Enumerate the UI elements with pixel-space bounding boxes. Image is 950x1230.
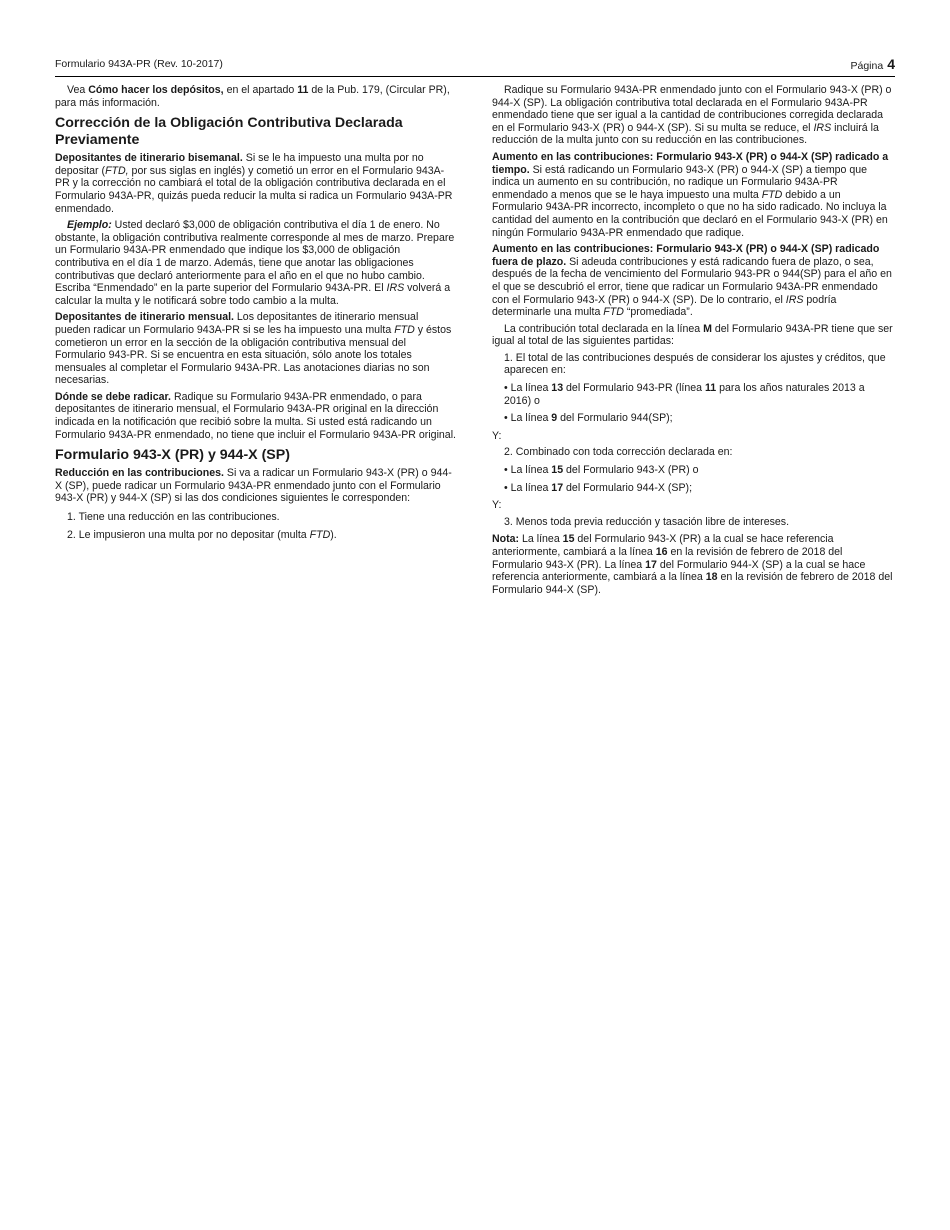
list-item: 2. Combinado con toda corrección declarada en:: [504, 446, 733, 459]
paragraph-example: Ejemplo: Usted declaró $3,000 de obligación contributiva el día 1 de enero. No obstante, la obligación contributiva realmente corresponde al mes de marzo. Prepare un Formulario 943A-PR enmendado que indique los $3,000 de obligación contributiva en el día 1 de marzo. Además, tiene que anotar las obligaciones contributivas que declaró anteriormente para el año en el que no hubo cambio. Escriba “Enmendado” en la parte superior del Formulario 943A-PR. El IRS volverá a calcular la multa y le notificará sobre todo cambio a la multa.: [55, 219, 455, 307]
left-column: [55, 84, 456, 546]
paragraph-deposits-reference: Vea Cómo hacer los depósitos, en el apartado 11 de la Pub. 179, (Circular PR), para más información.: [55, 84, 450, 109]
list-item: 1. El total de las contribuciones después de considerar los ajustes y créditos, que aparecen en:: [504, 351, 886, 377]
paragraph-where-to-file: Dónde se debe radicar. Radique su Formulario 943A-PR enmendado, o para depositantes de itinerario mensual, el Formulario 943A-PR original en la dirección indicada en la notificación que recibió sobre la multa. Si usted está radicando un Formulario 943A-PR enmendado, no tiene que incluir el Formulario 943A-PR original.: [55, 390, 457, 441]
bullet-item: • La línea 17 del Formulario 944-X (SP);: [504, 481, 693, 494]
section-heading-forms: Formulario 943-X (PR) y 944-X (SP): [55, 447, 290, 464]
page-number-label: Página 4: [850, 56, 895, 72]
paragraph-semiweekly: Depositantes de itinerario bisemanal. Si se le ha impuesto una multa por no depositar (FTD, por sus siglas en inglés) y cometió un error en el Formulario 943A-PR y la corrección no cambiará el total de la obligación contributiva declarada en el Formulario 943A-PR, quizás pueda reducir la multa si radica un Formulario 943A-PR enmendado.: [55, 152, 453, 215]
conjunction-y: Y:: [492, 499, 502, 512]
bullet-item: • La línea 13 del Formulario 943-PR (línea 11 para los años naturales 2013 a 2016) o: [504, 382, 865, 407]
right-column: [492, 84, 893, 600]
list-item: 3. Menos toda previa reducción y tasación libre de intereses.: [504, 515, 790, 528]
bullet-item: • La línea 9 del Formulario 944(SP);: [504, 412, 673, 425]
bullet-item: • La línea 15 del Formulario 943-X (PR) o: [504, 464, 699, 477]
conjunction-y: Y:: [492, 429, 502, 442]
list-item: 1. Tiene una reducción en las contribuciones.: [67, 511, 280, 524]
paragraph-file-amended: Radique su Formulario 943A-PR enmendado junto con el Formulario 943-X (PR) o 944-X (SP). La obligación contributiva total declarada en el Formulario 943A-PR enmendado tiene que ser igual a la cantidad de contribuciones corregida declarada en el Formulario 943-X (PR) o 944-X (SP). Si su multa se reduce, el IRS incluirá la reducción de la multa junto con su reducción en las contribuciones.: [492, 84, 892, 147]
paragraph-tax-reduction: Reducción en las contribuciones. Si va a radicar un Formulario 943-X (PR) o 944-X (SP), puede radicar un Formulario 943A-PR enmendado junto con el Formulario 943-X (PR) y 944-X (SP) si las dos condiciones siguientes le corresponden:: [55, 467, 452, 505]
paragraph-monthly: Depositantes de itinerario mensual. Los depositantes de itinerario mensual pueden radicar un Formulario 943A-PR si se les ha impuesto una multa FTD y éstos cometieron un error en la sección de la obligación contributiva mensual del Formulario 943-PR. Si se encuentra en esta situación, sólo anote los totales mensuales al completar el Formulario 943A-PR. Las anotaciones diarias no son necesarias.: [55, 311, 452, 387]
form-identifier: Formulario 943A-PR (Rev. 10-2017): [55, 58, 223, 70]
page-header: [55, 56, 895, 77]
paragraph-note: Nota: La línea 15 del Formulario 943-X (PR) a la cual se hace referencia anteriormente, cambiará a la línea 16 en la revisión de febrero de 2018 del Formulario 943-X (PR). La línea 17 del Formulario 944-X (SP) a la cual se hace referencia anteriormente, cambiará a la línea 18 en la revisión de febrero de 2018 del Formulario 944-X (SP).: [492, 533, 893, 596]
page-number: 4: [887, 56, 895, 72]
paragraph-increase-on-time: Aumento en las contribuciones: Formulario 943-X (PR) o 944-X (SP) radicado a tiempo. Si está radicando un Formulario 943-X (PR) o 944-X (SP) a tiempo que indica un aumento en su contribución, no radique un Formulario 943A-PR enmendado a menos que se le haya impuesto una multa FTD debido a un Formulario 943A-PR incorrecto, incompleto o que no ha sido radicado. No incluya la cantidad del aumento en la contribución que declaró en el Formulario 943-X (PR) en ningún Formulario 943A-PR enmendado que radique.: [492, 150, 889, 239]
list-item: 2. Le impusieron una multa por no depositar (multa FTD).: [67, 528, 337, 541]
paragraph-increase-late: Aumento en las contribuciones: Formulario 943-X (PR) o 944-X (SP) radicado fuera de plazo. Si adeuda contribuciones y está radicando fuera de plazo, o sea, después de la fecha de vencimiento del Formulario 943-PR o 944(SP) para el año en el que se descubrió el error, tiene que radicar un Formulario 943A-PR enmendado con el Formulario 943-X (PR) o 944-X (SP). De lo contrario, el IRS podría determinarle una multa FTD “promediada”.: [492, 243, 892, 319]
paragraph-line-m: La contribución total declarada en la línea M del Formulario 943A-PR tiene que ser igual al total de las siguientes partidas:: [492, 322, 893, 348]
section-heading-correction: Corrección de la Obligación Contributiva Declarada Previamente: [55, 115, 403, 149]
